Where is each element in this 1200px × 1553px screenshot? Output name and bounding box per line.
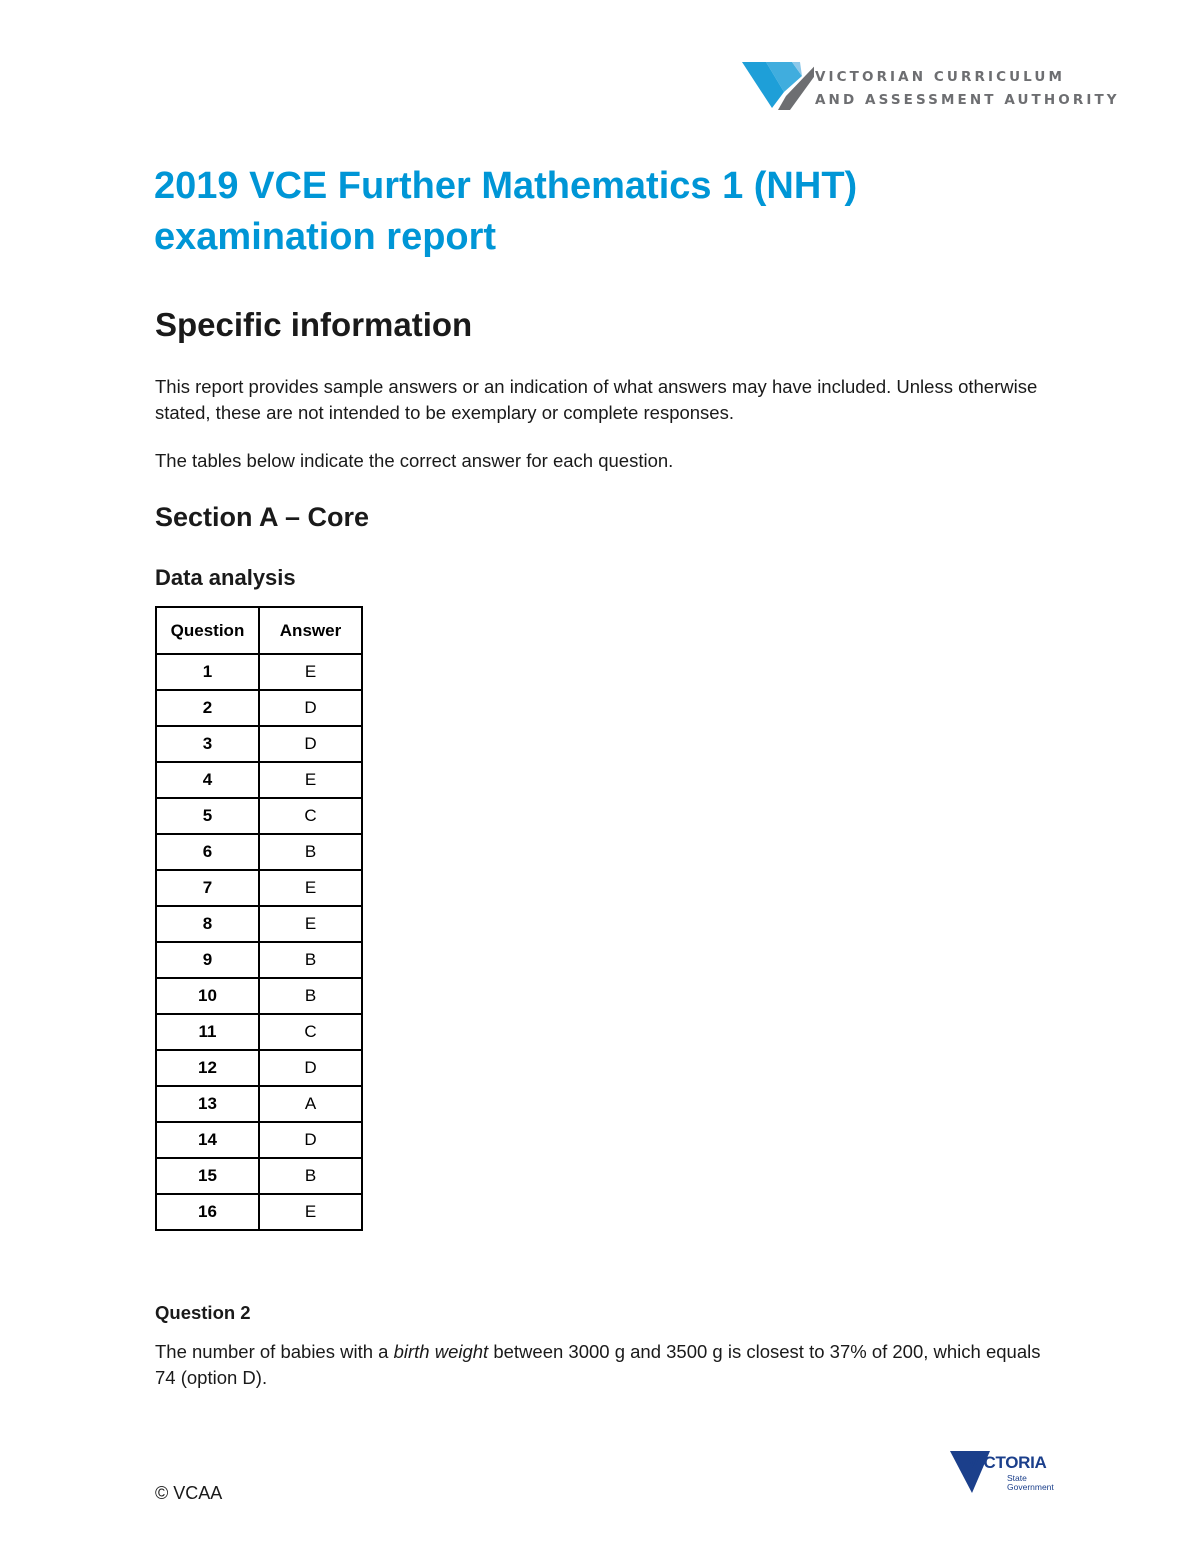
victoria-logo-sub1: State xyxy=(1007,1473,1027,1483)
answer-letter: D xyxy=(259,690,362,726)
victoria-logo-subtitle xyxy=(1007,1474,1054,1492)
table-row xyxy=(156,1086,362,1122)
vcaa-logo-line1: VICTORIAN CURRICULUM xyxy=(815,69,1065,85)
table-row xyxy=(156,978,362,1014)
question-number: 6 xyxy=(156,834,259,870)
question-2-text-italic: birth weight xyxy=(393,1341,489,1362)
answers-table xyxy=(155,606,363,1231)
question-number: 10 xyxy=(156,978,259,1014)
question-number: 11 xyxy=(156,1014,259,1050)
page-title-line1: 2019 VCE Further Mathematics 1 (NHT) xyxy=(154,165,858,207)
victoria-logo-word: VICTORIA xyxy=(968,1453,1047,1472)
question-number: 8 xyxy=(156,906,259,942)
table-row xyxy=(156,1122,362,1158)
table-row xyxy=(156,762,362,798)
answer-letter: B xyxy=(259,942,362,978)
answer-letter: B xyxy=(259,834,362,870)
victoria-logo-sub2: Government xyxy=(1007,1482,1054,1492)
question-2-text-after: between 3000 g and 3500 g is closest to 37% of 200, which equals 74 (option D). xyxy=(155,1341,1041,1388)
answer-letter: D xyxy=(259,726,362,762)
table-row xyxy=(156,1014,362,1050)
victoria-state-government-logo xyxy=(950,1445,1060,1505)
intro-paragraph: This report provides sample answers or an indication of what answers may have included. Unless otherwise stated, these are not intended to be exemplary or complete responses. xyxy=(155,376,1038,423)
answer-letter: C xyxy=(259,1014,362,1050)
answer-letter: E xyxy=(259,1194,362,1230)
answer-letter: C xyxy=(259,798,362,834)
table-row xyxy=(156,834,362,870)
question-number: 15 xyxy=(156,1158,259,1194)
answer-letter: A xyxy=(259,1086,362,1122)
question-number: 7 xyxy=(156,870,259,906)
question-number: 5 xyxy=(156,798,259,834)
question-number: 3 xyxy=(156,726,259,762)
question-number: 9 xyxy=(156,942,259,978)
header-answer: Answer xyxy=(259,607,362,654)
question-number: 4 xyxy=(156,762,259,798)
answer-letter: B xyxy=(259,1158,362,1194)
copyright-notice: © VCAA xyxy=(155,1483,223,1503)
question-2-heading: Question 2 xyxy=(155,1302,251,1323)
specific-information-heading: Specific information xyxy=(155,306,473,343)
answer-letter: D xyxy=(259,1050,362,1086)
question-2-text xyxy=(155,1339,1055,1391)
page-title-line2: examination report xyxy=(154,216,497,258)
vcaa-logo-line2: AND ASSESSMENT AUTHORITY xyxy=(815,92,1120,108)
section-a-heading: Section A – Core xyxy=(155,502,370,532)
answer-letter: E xyxy=(259,870,362,906)
table-row xyxy=(156,726,362,762)
header-question: Question xyxy=(156,607,259,654)
table-row xyxy=(156,690,362,726)
answer-letter: D xyxy=(259,1122,362,1158)
table-row xyxy=(156,870,362,906)
answers-table-header-row xyxy=(156,607,362,654)
data-analysis-heading: Data analysis xyxy=(155,565,296,590)
vcaa-logo xyxy=(742,52,1120,112)
table-row xyxy=(156,942,362,978)
page-title xyxy=(154,161,1054,263)
answer-letter: E xyxy=(259,654,362,690)
vcaa-chevron-icon xyxy=(742,52,814,112)
table-row xyxy=(156,654,362,690)
table-row xyxy=(156,798,362,834)
question-number: 13 xyxy=(156,1086,259,1122)
question-number: 2 xyxy=(156,690,259,726)
question-number: 16 xyxy=(156,1194,259,1230)
question-number: 14 xyxy=(156,1122,259,1158)
table-row xyxy=(156,1158,362,1194)
answer-letter: E xyxy=(259,906,362,942)
table-row xyxy=(156,1194,362,1230)
tables-note-paragraph: The tables below indicate the correct answer for each question. xyxy=(155,450,674,471)
question-number: 12 xyxy=(156,1050,259,1086)
question-2-text-before: The number of babies with a xyxy=(155,1341,394,1362)
answer-letter: E xyxy=(259,762,362,798)
table-row xyxy=(156,906,362,942)
answer-letter: B xyxy=(259,978,362,1014)
question-number: 1 xyxy=(156,654,259,690)
table-row xyxy=(156,1050,362,1086)
